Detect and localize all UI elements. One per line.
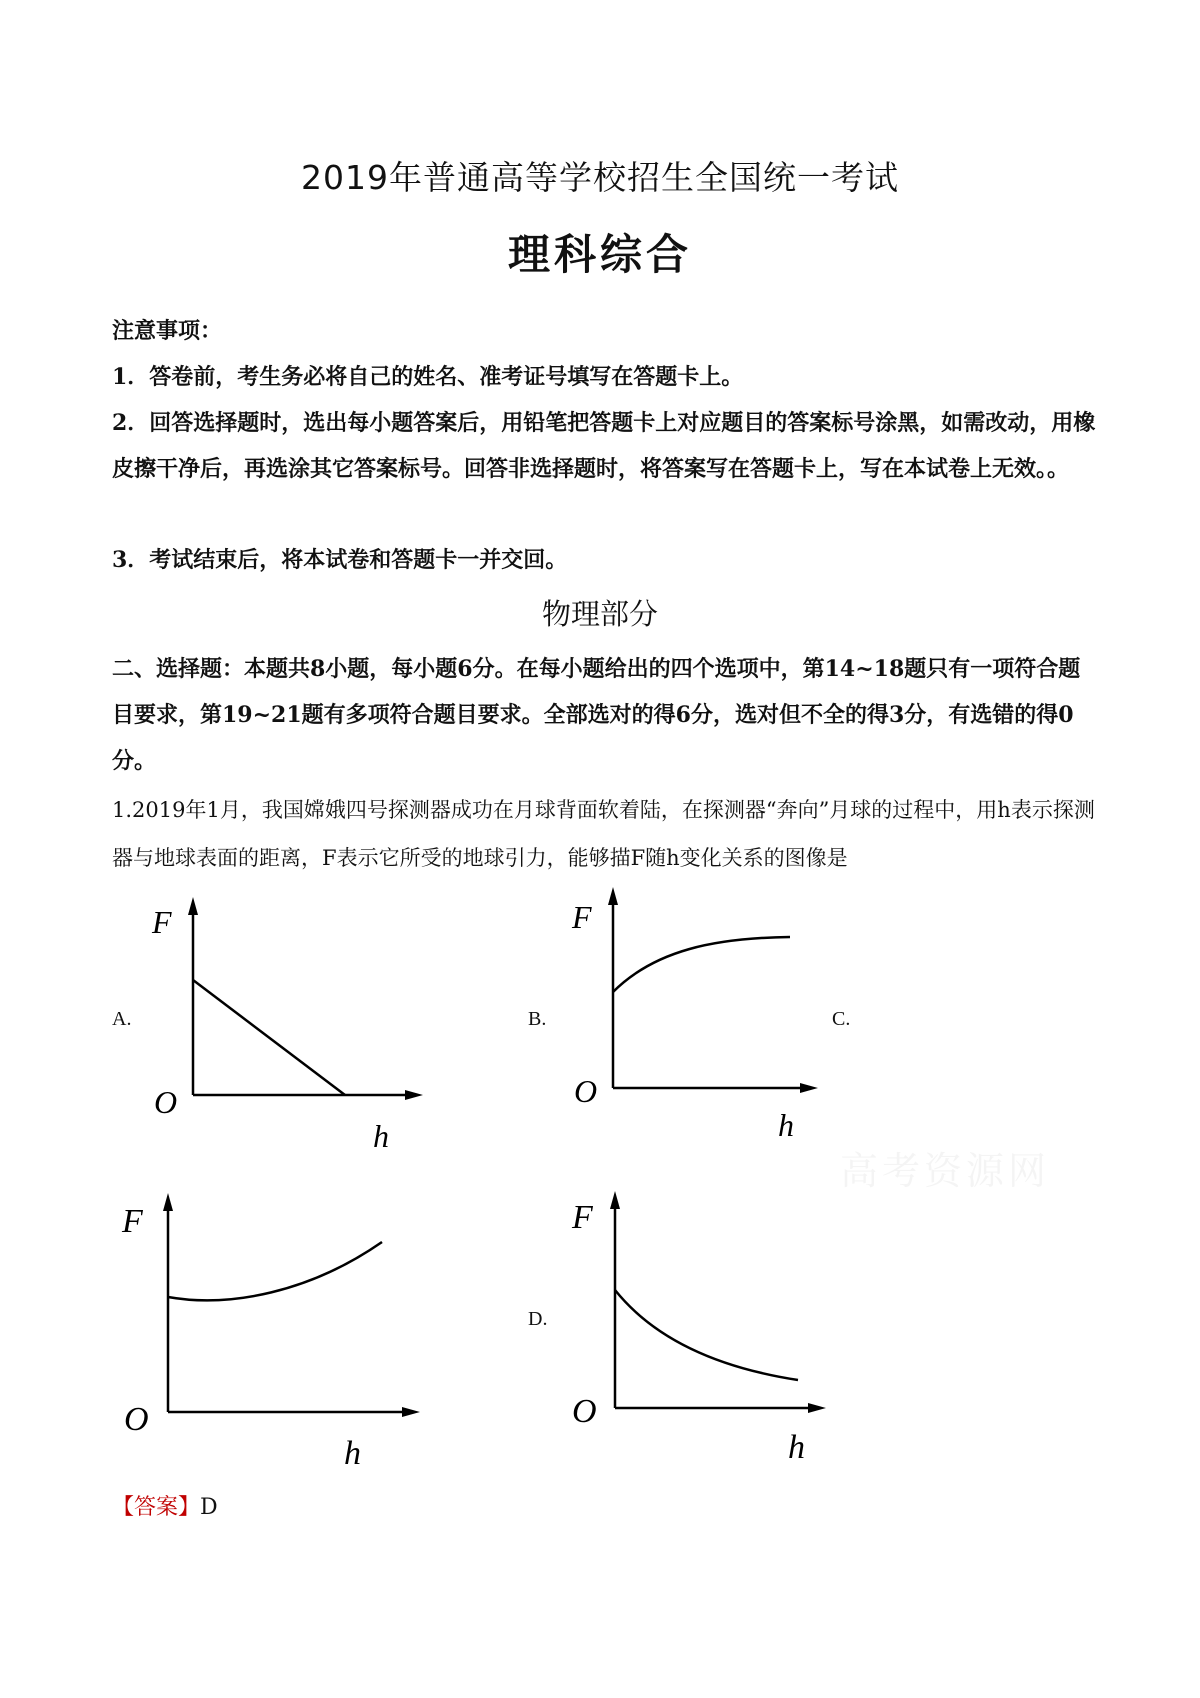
watermark: 高考资源网 bbox=[840, 1149, 1051, 1193]
y-axis-arrow bbox=[163, 1193, 173, 1211]
y-axis-arrow bbox=[608, 887, 618, 905]
x-axis-label: h bbox=[344, 1435, 361, 1470]
section-title: 物理部分 bbox=[541, 597, 658, 631]
origin-label: O bbox=[572, 1393, 597, 1430]
x-axis-label: h bbox=[373, 1118, 389, 1154]
x-axis-arrow bbox=[402, 1407, 420, 1417]
option-d-label[interactable]: D. bbox=[528, 1308, 548, 1330]
x-axis-arrow bbox=[800, 1083, 818, 1093]
option-c-label[interactable]: C. bbox=[832, 1008, 851, 1030]
origin-label: O bbox=[124, 1401, 149, 1438]
notice-item-3: 3．考试结束后，将本试卷和答题卡一并交回。 bbox=[112, 547, 568, 573]
graph-option-c bbox=[110, 1180, 440, 1470]
option-b-label[interactable]: B. bbox=[528, 1008, 547, 1030]
notice-item-1: 1．答卷前，考生务必将自己的姓名、准考证号填写在答题卡上。 bbox=[112, 364, 744, 390]
curve-d bbox=[615, 1290, 798, 1380]
answer-line bbox=[112, 1490, 218, 1521]
answer-prefix: 【答案】 bbox=[112, 1495, 201, 1520]
graph-option-a bbox=[140, 895, 440, 1155]
notice-heading: 注意事项： bbox=[112, 318, 223, 344]
curve-c bbox=[168, 1242, 382, 1300]
origin-label: O bbox=[574, 1073, 598, 1109]
curve-a bbox=[193, 980, 345, 1095]
option-a-label[interactable]: A. bbox=[112, 1008, 132, 1030]
y-axis-label: F bbox=[122, 1203, 143, 1240]
answer-value: D bbox=[200, 1495, 218, 1520]
y-axis-label: F bbox=[152, 904, 172, 940]
y-axis-arrow bbox=[188, 897, 198, 915]
curve-b bbox=[613, 937, 790, 992]
notice-item-2: 2．回答选择题时，选出每小题答案后，用铅笔把答题卡上对应题目的答案标号涂黑，如需改动，用橡皮擦干净后，再选涂其它答案标号。回答非选择题时，将答案写在答题卡上，写在本试卷上无效。。 bbox=[112, 410, 1096, 482]
graph-option-b bbox=[560, 880, 860, 1140]
x-axis-arrow bbox=[808, 1403, 826, 1413]
question-1-text: 1.2019年1月，我国嫦娥四号探测器成功在月球背面软着陆，在探测器“奔向”月球的过程中，用h表示探测器与地球表面的距离，F表示它所受的地球引力，能够描F随h变化关系的图像是 bbox=[112, 798, 1095, 870]
x-axis-label: h bbox=[778, 1107, 794, 1140]
origin-label: O bbox=[154, 1084, 178, 1120]
x-axis-label: h bbox=[788, 1429, 805, 1466]
y-axis-label: F bbox=[572, 899, 592, 935]
section-instructions: 二、选择题：本题共8小题，每小题6分。在每小题给出的四个选项中，第14~18题只有一项符合题目要求，第19~21题有多项符合题目要求。全部选对的得6分，选对但不全的得3分，有选错的得0分。 bbox=[112, 656, 1081, 774]
exam-title: 2019年普通高等学校招生全国统一考试 bbox=[301, 158, 899, 197]
x-axis-arrow bbox=[405, 1090, 423, 1100]
graph-option-d bbox=[560, 1170, 870, 1470]
y-axis-label: F bbox=[572, 1199, 593, 1236]
subject-title: 理科综合 bbox=[507, 230, 692, 279]
y-axis-arrow bbox=[610, 1191, 620, 1209]
